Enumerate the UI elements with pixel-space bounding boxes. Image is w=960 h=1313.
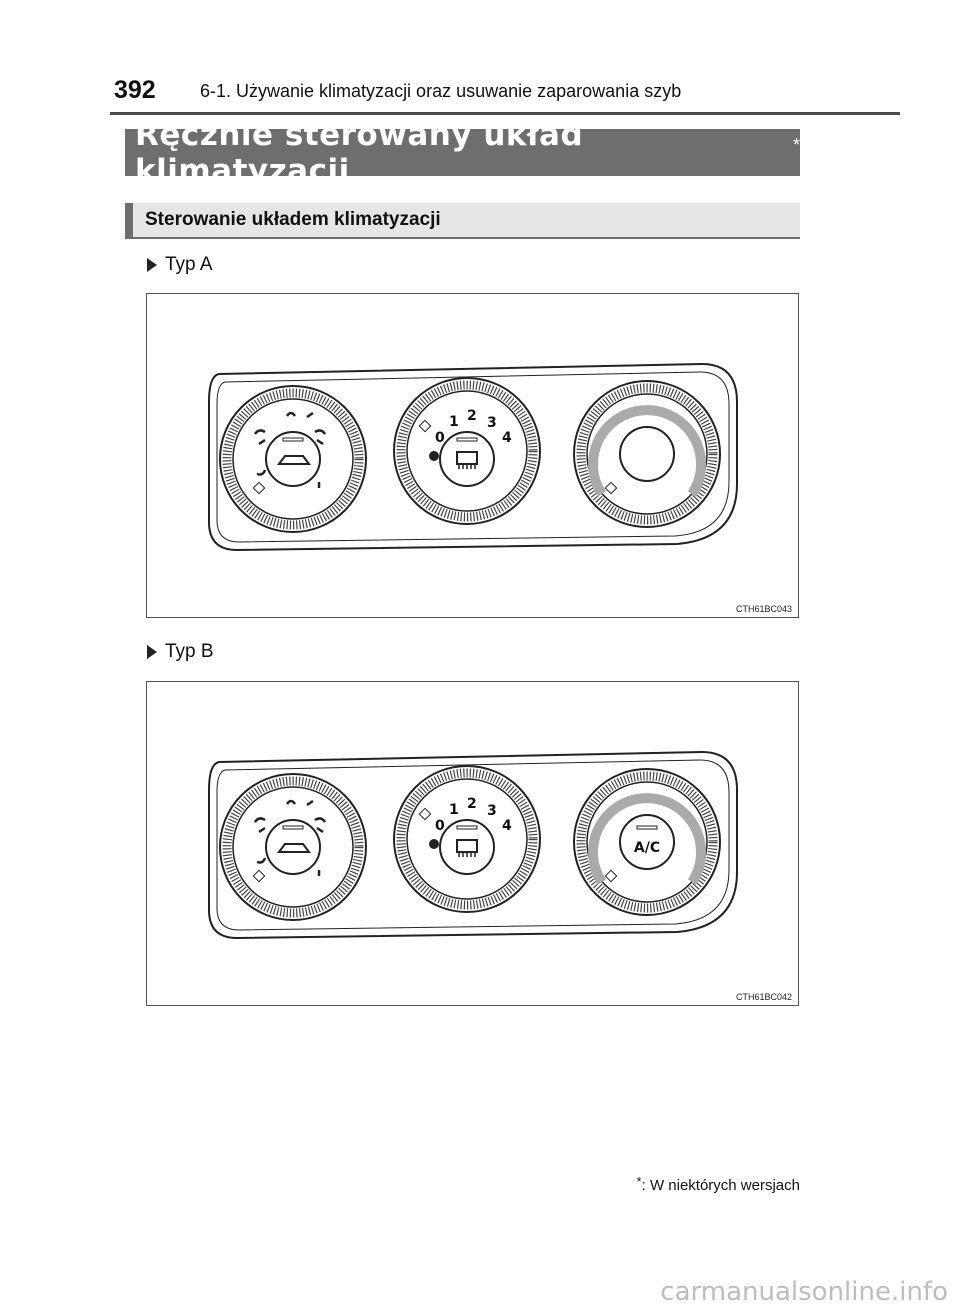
main-heading	[125, 116, 800, 189]
fan-speed-2: 2	[467, 408, 477, 424]
climate-panel-type-a-illustration	[147, 294, 800, 619]
watermark: carmanualsonline.info	[660, 1277, 948, 1307]
triangle-bullet-icon	[147, 258, 157, 272]
fan-speed-dial	[394, 378, 540, 524]
footnote	[637, 1174, 800, 1194]
mode-dial	[220, 386, 366, 532]
section-title: 6-1. Używanie klimatyzacji oraz usuwanie zaparowania szyb	[200, 81, 682, 101]
fan-speed-0: 0	[435, 430, 445, 446]
sub-heading	[125, 203, 800, 239]
climate-panel-type-b-illustration	[147, 682, 800, 1007]
figure-code: CTH61BC042	[735, 992, 792, 1002]
footnote-text: : W niektórych wersjach	[641, 1177, 800, 1194]
fan-speed-1: 1	[449, 802, 459, 818]
fan-speed-1: 1	[449, 414, 459, 430]
mode-dial	[220, 774, 366, 920]
fan-speed-3: 3	[487, 803, 497, 819]
type-a-label	[147, 254, 213, 276]
figure-type-b	[146, 681, 799, 1006]
sub-heading-text: Sterowanie układem klimatyzacji	[145, 209, 441, 230]
fan-speed-4: 4	[502, 818, 512, 834]
figure-type-a	[146, 293, 799, 618]
temperature-dial	[574, 381, 720, 527]
fan-speed-2: 2	[467, 796, 477, 812]
type-a-text: Typ A	[165, 254, 213, 275]
type-b-label	[147, 641, 214, 663]
asterisk-mark: *	[792, 135, 800, 155]
footnote-asterisk: *	[636, 1174, 642, 1189]
fan-speed-dial	[394, 766, 540, 912]
type-b-text: Typ B	[165, 641, 214, 662]
temperature-dial	[574, 769, 720, 915]
main-heading-text: Ręcznie sterowany układ klimatyzacji	[135, 116, 584, 189]
fan-speed-0: 0	[435, 818, 445, 834]
triangle-bullet-icon	[147, 645, 157, 659]
page-number: 392	[114, 76, 156, 104]
header-divider	[110, 112, 900, 115]
fan-speed-4: 4	[502, 430, 512, 446]
ac-button-label: A/C	[633, 840, 661, 856]
fan-speed-3: 3	[487, 415, 497, 431]
figure-code: CTH61BC043	[735, 604, 792, 614]
